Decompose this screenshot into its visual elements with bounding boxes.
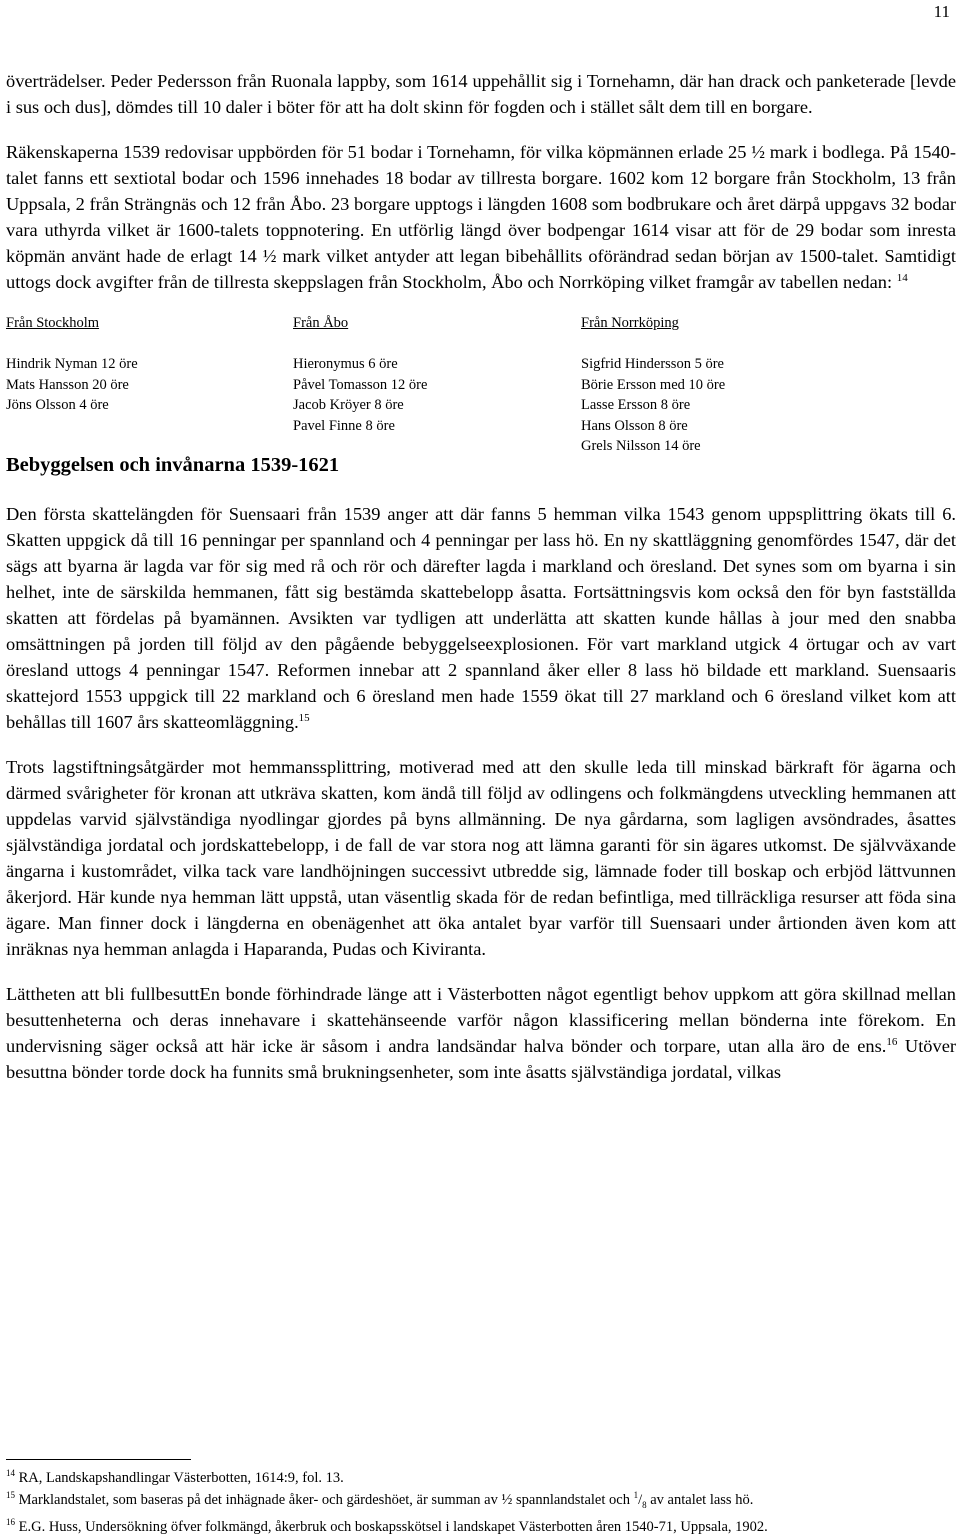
- section-heading: Bebyggelsen och invånarna 1539-1621: [6, 454, 340, 476]
- fee-row: Hans Olsson 8 öre: [581, 417, 688, 434]
- fee-row: Lasse Ersson 8 öre: [581, 397, 691, 413]
- fee-row: Jacob Kröyer 8 öre: [293, 397, 404, 413]
- fee-row: Hindrik Nyman 12 öre: [6, 356, 138, 372]
- paragraph-hemmanssplittring: [6, 754, 956, 962]
- fee-row: Grels Nilsson 14 öre: [581, 438, 701, 454]
- footnote-number: 15: [6, 1489, 15, 1500]
- footnote-text: RA, Landskapshandlingar Västerbotten, 1614:9, fol. 13.: [15, 1469, 344, 1486]
- fee-column-abo: [293, 313, 427, 436]
- fee-column-norrkoping: [581, 313, 725, 457]
- footnote-text: Marklandstalet, som baseras på det inhägnade åker- och gärdeshöet, är summan av ½ spannlandstalet och: [15, 1491, 634, 1508]
- footnote-divider: [6, 1459, 191, 1460]
- fee-row: Hieronymus 6 öre: [293, 356, 398, 372]
- fee-row: Påvel Tomasson 12 öre: [293, 376, 428, 393]
- footnote-ref-14[interactable]: 14: [896, 271, 908, 284]
- footnote-number: 16: [6, 1516, 15, 1527]
- fee-column-heading: Från Stockholm: [6, 315, 100, 331]
- paragraph-skattelangd: [6, 501, 956, 735]
- fee-row: Jöns Olsson 4 öre: [6, 397, 109, 413]
- fraction: [633, 1489, 647, 1510]
- paragraph-besuttenhet-text: Lättheten att bli fullbesuttEn bonde förhindrade länge att i Västerbotten något egentligt behov uppkom att göra skillnad mellan besuttenheterna och deras innehavare i skattehänseende varför någon klassificering mellan bönderna inte förekom. En undervisning säger också att här icke är såsom i andra landsändar halva bönder och torpare, utan alla äro de ens.: [6, 984, 956, 1056]
- fraction-denominator: 8: [642, 1499, 647, 1510]
- footnote-ref-16[interactable]: 16: [886, 1035, 898, 1048]
- paragraph-bodar-text: Räkenskaperna 1539 redovisar uppbörden för 51 bodar i Tornehamn, för vilka köpmännen erlade 25 ½ mark i bodlega. På 1540-talet fanns ett sextiotal bodar och 1596 innehades 18 bodar av tillresta borgare. 1602 kom 12 borgare från Stockholm, 13 från Uppsala, 2 från Strängnäs och 12 från Åbo. 23 borgare upptogs i längden 1608 som bodbrukare och året därpå uppgavs 32 bodar vara uthyrda vilket är 1600-talets toppnotering. En utförlig längd över bodpengar 1614 visar att för de 29 bodar som inresta köpmän använt hade de erlagt 14 ½ mark vilket antyder att legan bibehållits oförändrad sedan början av 1500-talet. Samtidigt uttogs dock avgifter från de tillresta skeppslagen från Stockholm, Åbo och Norrköping vilket framgår av tabellen nedan:: [6, 142, 956, 292]
- footnote-14: [6, 1465, 956, 1487]
- paragraph-besuttenhet-text-cont: Utöver besuttna bönder torde dock ha funnits små brukningsenheter, som inte åsatts självständiga jordatal, vilkas: [6, 1036, 956, 1082]
- paragraph-besuttenhet: [6, 981, 956, 1085]
- fee-row: Mats Hansson 20 öre: [6, 376, 129, 393]
- fee-row: Sigfrid Hindersson 5 öre: [581, 356, 724, 372]
- footnotes: [6, 1465, 956, 1535]
- page-number: 11: [933, 2, 950, 21]
- paragraph-skattelangd-text: Den första skattelängden för Suensaari från 1539 anger att där fanns 5 hemman vilka 1543 genom uppsplittring ökats till 6. Skatten uppgick då till 16 penningar per spannland och 4 penningar per lass hö. En ny skattläggning genomfördes 1547, där det sägs att byarna är lagda var för sig med rå och rör och därefter lagda i markland och öresland. Det synes som om byarna i sin helhet, inte de särskilda hemmanen, fått sig bestämda skattebelopp åsatta. Fortsättningsvis kom också den för byn fastställda skatten att fördelas på byamännen. Avsikten var tydligen att underlätta att skatten kunde hållas à jour med den snabba omsättningen på jorden till följd av den pågående bebyggelseexplosionen. För vart markland utgick 4 örtugar och av vart öresland uttogs 4 penningar 1547. Reformen innebar att 2 spannland åker eller 8 lass hö bildade ett markland. Suensaaris skattejord 1553 uppgick till 22 markland och 6 öresland men hade 1559 ökat till 27 markland och 6 öresland vilket kom att behållas till 1607 års skatteomläggning.: [6, 504, 956, 732]
- fee-row: Pavel Finne 8 öre: [293, 417, 395, 434]
- fee-column-heading: Från Åbo: [293, 315, 349, 331]
- fee-column-stockholm: [6, 313, 138, 416]
- fraction-separator: /: [638, 1491, 643, 1508]
- paragraph-hemmanssplittring-text: Trots lagstiftningsåtgärder mot hemmanssplittring, motiverad med att den skulle leda till minskad bärkraft för ägarna och därmed svårigheter för kronan att utkräva skatten, kom ändå till följd av odlingens och folkmängdens utveckling hemmanen att uppdelas varvid självständiga nyodlingar gjordes på byns allmänning. De nya gårdarna, som lagligen avsöndrades, åsattes självständiga jordatal och jordskattebelopp, i de fall de var stora nog att lämna garanti för sin ägares utkomst. De självväxande ängarna i kustområdet, vilka tack vare landhöjningen successivt utbredde sig, lämnade foder till boskap och erbjöd lättvunnen åkerjord. Här kunde nya hemman lätt uppstå, utan väsentlig skada för de redan befintliga, med tillräckliga resurser att föda sina ägare. Man finner dock i längderna en obenägenhet att öka antalet byar varför till Suensaari under årtionden även kom att inräknas nya hemman anlagda i Haparanda, Pudas och Kiviranta.: [6, 757, 956, 959]
- paragraph-intro: [6, 68, 956, 120]
- footnote-number: 14: [6, 1468, 15, 1478]
- paragraph-intro-text: överträdelser. Peder Pedersson från Ruonala lappby, som 1614 uppehållit sig i Tornehamn, där han drack och panketerade [levde i sus och dus], dömdes till 10 daler i böter för att ha dolt skinn för fogden och i stället sålt dem till en borgare.: [6, 71, 956, 117]
- fee-column-heading: Från Norrköping: [581, 315, 679, 331]
- fraction-numerator: 1: [633, 1489, 639, 1500]
- paragraph-bodar: [6, 139, 956, 295]
- footnote-ref-15[interactable]: 15: [298, 711, 310, 724]
- footnote-16: [6, 1514, 956, 1535]
- footnote-15: [6, 1487, 956, 1514]
- fee-table: [6, 313, 956, 463]
- footnote-text: av antalet lass hö.: [646, 1491, 754, 1508]
- fee-row: Börie Ersson med 10 öre: [581, 376, 726, 393]
- footnote-text: E.G. Huss, Undersökning öfver folkmängd, åkerbruk och boskapsskötsel i landskapet Västerbotten åren 1540-71, Uppsala, 1902.: [15, 1518, 768, 1535]
- document-body: [6, 68, 956, 1085]
